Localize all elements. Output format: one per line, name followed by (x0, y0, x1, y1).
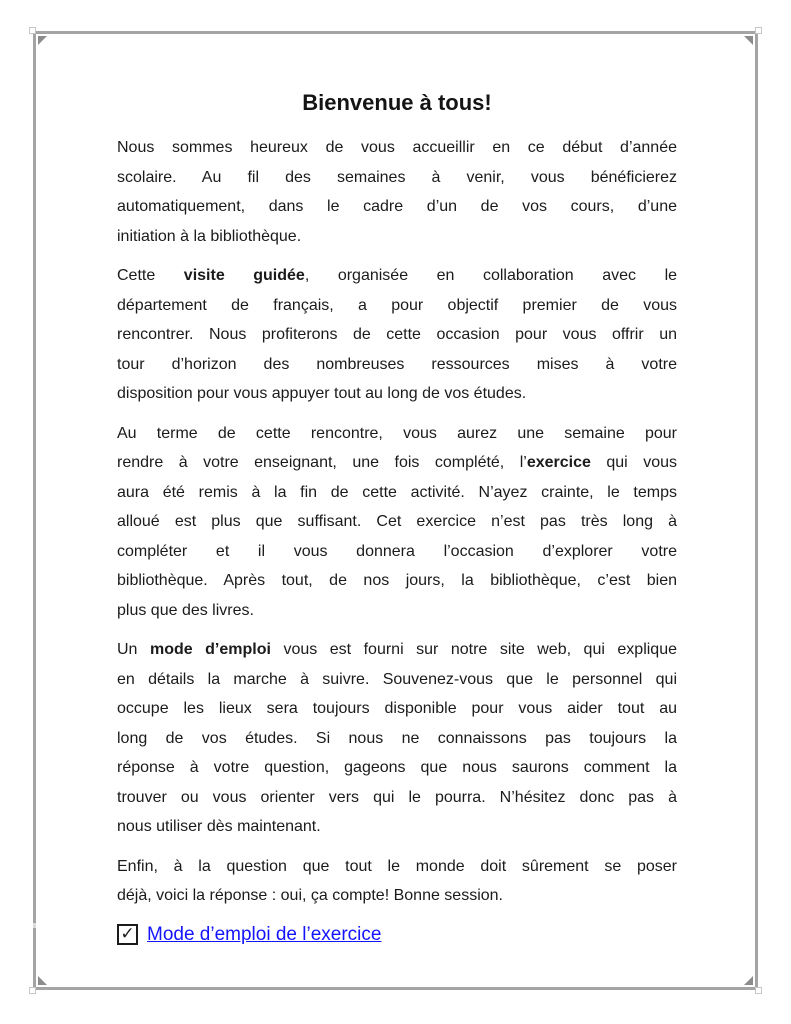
check-mark-icon: ✓ (120, 923, 135, 943)
paragraph (117, 133, 677, 251)
corner-triangle-top-right (744, 36, 753, 45)
text-line: plus que des livres. (117, 601, 254, 619)
corner-triangle-bottom-left (38, 976, 47, 985)
text-line: déjà, voici la réponse : oui, ça compte! Bonne session. (117, 887, 503, 904)
corner-handle-bottom-left (29, 987, 36, 994)
text-line: Cette visite guidée, organisée en collaboration avec le (117, 267, 678, 284)
document-title: Bienvenue à tous! (302, 90, 492, 115)
corner-triangle-bottom-right (744, 976, 753, 985)
paragraph (117, 419, 677, 626)
text-line: tour d’horizon des nombreuses ressources mises à votre (117, 355, 677, 373)
text-line: automatiquement, dans le cadre d’un de vos cours, d’une (117, 198, 677, 215)
paragraph (117, 852, 677, 911)
text-line: Nous sommes heureux de vous accueillir en ce début d’année (117, 139, 677, 156)
text-line: rendre à votre enseignant, une fois complété, l’exercice qui vous (117, 454, 678, 471)
text-line: occupe les lieux sera toujours disponible pour vous aider tout au (117, 700, 677, 717)
text-line: Un mode d’emploi vous est fourni sur notre site web, qui explique (117, 641, 678, 658)
paragraphs (117, 133, 677, 911)
paragraph (117, 635, 677, 842)
text-line: aura été remis à la fin de cette activité. N’ayez crainte, le temps (117, 483, 677, 501)
text-line: rencontrer. Nous profiterons de cette occasion pour vous offrir un (117, 326, 677, 343)
corner-triangle-top-left (38, 36, 47, 45)
exercise-link[interactable]: Mode d’emploi de l’exercice (147, 923, 382, 945)
paragraph (117, 261, 677, 409)
corner-handle-top-right (755, 27, 762, 34)
checked-checkbox-icon (117, 924, 138, 945)
text-line: en détails la marche à suivre. Souvenez-vous que le personnel qui (117, 670, 677, 688)
text-line: long de vos études. Si nous ne connaissons pas toujours la (117, 729, 677, 747)
text-line: initiation à la bibliothèque. (117, 227, 302, 245)
text-line: compléter et il vous donnera l’occasion d’explorer votre (117, 542, 677, 560)
text-line: réponse à votre question, gageons que nous saurons comment la (117, 759, 677, 776)
corner-handle-bottom-right (755, 987, 762, 994)
text-line: département de français, a pour objectif premier de vous (117, 296, 677, 314)
exercise-link-row (117, 921, 677, 948)
document-body (117, 88, 677, 948)
text-line: trouver ou vous orienter vers qui le pourra. N’hésitez donc pas à (117, 788, 677, 806)
border-seam-mark (33, 923, 36, 928)
text-line: Enfin, à la question que tout le monde doit sûrement se poser (117, 857, 677, 875)
text-line: alloué est plus que suffisant. Cet exercice n’est pas très long à (117, 513, 677, 530)
text-line: bibliothèque. Après tout, de nos jours, la bibliothèque, c’est bien (117, 572, 677, 589)
text-line: scolaire. Au fil des semaines à venir, vous bénéficierez (117, 168, 677, 186)
text-line: disposition pour vous appuyer tout au long de vos études. (117, 385, 527, 402)
text-line: Au terme de cette rencontre, vous aurez une semaine pour (117, 424, 677, 442)
corner-handle-top-left (29, 27, 36, 34)
text-line: nous utiliser dès maintenant. (117, 818, 321, 835)
